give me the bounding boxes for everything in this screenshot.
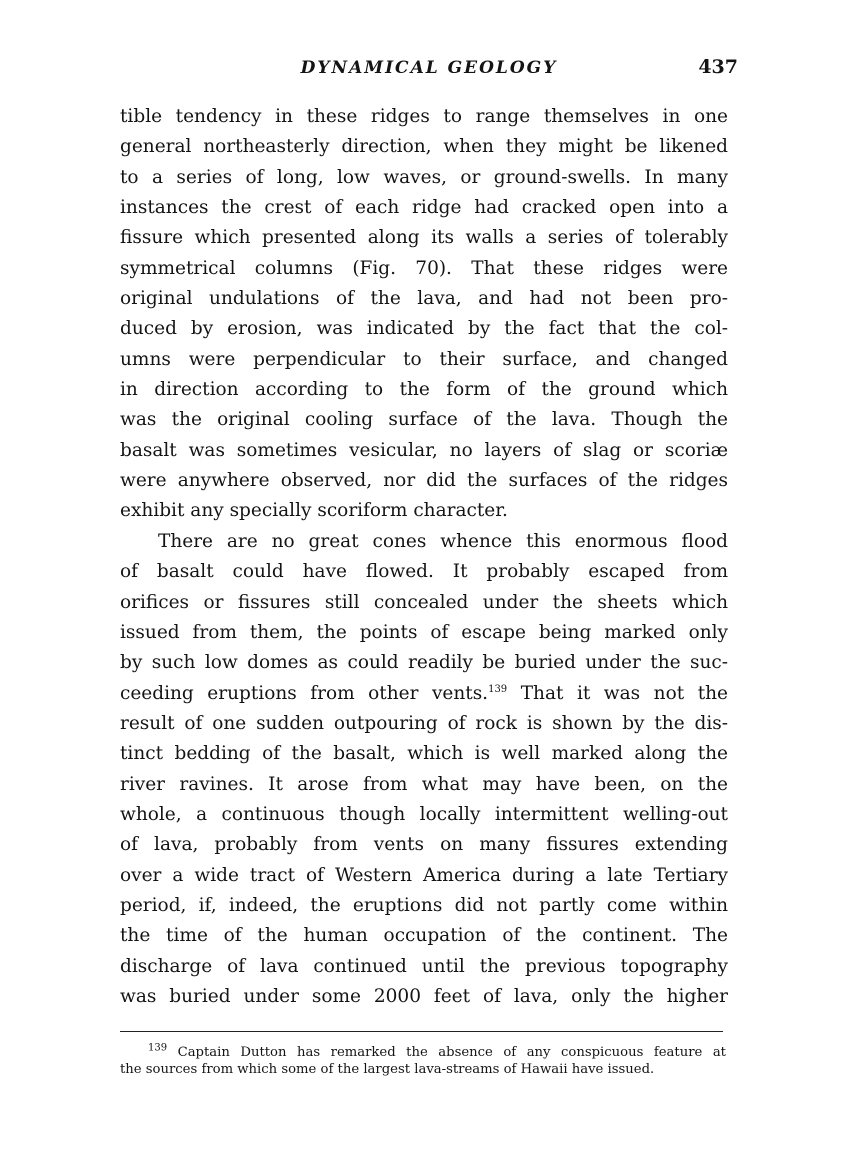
text-line: There are no great cones whence this enormous flood xyxy=(158,530,728,552)
page-number: 437 xyxy=(698,56,738,78)
body-text xyxy=(120,102,728,1012)
footnote-text: Captain Dutton has remarked the absence of any conspicuous feature at xyxy=(177,1045,726,1060)
footnote-divider xyxy=(120,1031,723,1032)
text-line: result of one sudden outpouring of rock is shown by the dis- xyxy=(120,712,728,734)
text-line: of lava, probably from vents on many fissures extending xyxy=(120,834,728,856)
text-line: by such low domes as could readily be buried under the suc- xyxy=(120,652,728,674)
text-line: the time of the human occupation of the continent. The xyxy=(120,925,728,947)
text-line: was buried under some 2000 feet of lava, only the higher xyxy=(120,985,728,1007)
running-head xyxy=(120,58,738,88)
text-line: basalt was sometimes vesicular, no layers of slag or scoriæ xyxy=(120,439,728,461)
text-line: exhibit any specially scoriform character. xyxy=(120,500,508,522)
text-line: fissure which presented along its walls a series of tolerably xyxy=(120,227,728,249)
text-line: issued from them, the points of escape being marked only xyxy=(120,621,728,643)
text-line: tible tendency in these ridges to range themselves in one xyxy=(120,106,728,127)
text-line: symmetrical columns (Fig. 70). That these ridges were xyxy=(120,257,728,279)
text-line: of basalt could have flowed. It probably escaped from xyxy=(120,561,728,583)
text-line: river ravines. It arose from what may have been, on the xyxy=(120,773,728,795)
line-text-end: That it was not the xyxy=(520,682,728,704)
running-title: DYNAMICAL GEOLOGY xyxy=(300,58,558,78)
text-line: was the original cooling surface of the lava. Though the xyxy=(120,409,728,431)
text-line: tinct bedding of the basalt, which is well marked along the xyxy=(120,743,728,765)
footnote-line xyxy=(120,1044,726,1061)
text-line: discharge of lava continued until the previous topography xyxy=(120,955,728,977)
text-line: umns were perpendicular to their surface, and changed xyxy=(120,348,728,370)
text-line: over a wide tract of Western America during a late Tertiary xyxy=(120,864,728,886)
text-line: were anywhere observed, nor did the surfaces of the ridges xyxy=(120,470,728,492)
footnote-ref[interactable]: 139 xyxy=(488,683,508,695)
text-line-with-footnote-ref xyxy=(120,679,728,709)
footnote-marker: 139 xyxy=(148,1042,168,1054)
text-line: original undulations of the lava, and had not been pro- xyxy=(120,288,728,310)
text-line: to a series of long, low waves, or ground-swells. In many xyxy=(120,166,728,188)
line-text-start: ceeding eruptions from other vents. xyxy=(120,682,489,704)
text-line: instances the crest of each ridge had cracked open into a xyxy=(120,197,728,219)
text-line: orifices or fissures still concealed under the sheets which xyxy=(120,591,728,613)
footnote xyxy=(120,1044,726,1078)
text-line: general northeasterly direction, when they might be likened xyxy=(120,136,728,158)
text-line: duced by erosion, was indicated by the fact that the col- xyxy=(120,318,728,340)
text-line: whole, a continuous though locally intermittent welling-out xyxy=(120,803,728,825)
text-line: period, if, indeed, the eruptions did not partly come within xyxy=(120,894,728,916)
text-line: in direction according to the form of the ground which xyxy=(120,379,728,401)
footnote-line: the sources from which some of the largest lava-streams of Hawaii have issued. xyxy=(120,1062,655,1077)
